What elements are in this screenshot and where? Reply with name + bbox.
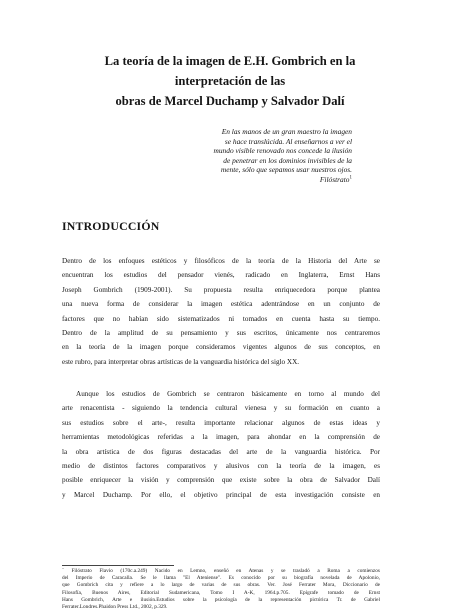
footnote-line: que Gombrich cita y refiere a lo largo de varias de sus obras. Ver. José Ferrater Mora, Diccionario de bbox=[62, 582, 380, 589]
text-line: Dentro de la amplitud de su pensamiento y sus escritos, únicamente nos centraremos bbox=[62, 329, 380, 338]
text-line: en la teoría de la imagen porque consideramos vigentes algunos de sus conceptos, en bbox=[62, 343, 380, 352]
footnote-line: del Imperio de Caracalla. Se le llama "El Ateniense". Es conocido por su biografía novelada de Apolonio, bbox=[62, 575, 380, 582]
text-line: encuentran los estudios del pensador vienés, radicado en Inglaterra, Ernst Hans bbox=[62, 271, 380, 280]
epigraph-line: mente, sólo que sepamos usar nuestros ojos. bbox=[220, 165, 352, 175]
text-line: la obra artística de dos figuras destacadas del arte de la vanguardia histórica. Por bbox=[62, 447, 380, 456]
footnote-line: Hans Gombrich, Arte e ilusión.Estudios sobre la psicología de la representación pictórica Tr. de Gabriel bbox=[62, 596, 380, 603]
text-line: sus estudios sobre el arte-, resulta importante relacionar algunos de estas ideas y bbox=[62, 418, 380, 427]
epigraph-line: mundo visible renovado nos concede la ilusión bbox=[213, 146, 352, 156]
epigraph-author bbox=[192, 175, 352, 185]
footnote-divider bbox=[62, 565, 174, 566]
paper-title bbox=[60, 51, 400, 111]
title-line: interpretación de las bbox=[174, 74, 286, 88]
footnote-line: Filosofía, Buenos Aires, Editorial Sudamericana, Tomo I A-K, 1964.p.705. Epígrafe tomado de Ernst bbox=[62, 589, 380, 596]
text-line: este rubro, para interpretar obras artísticas de la vanguardia histórica del siglo XX. bbox=[62, 357, 300, 366]
section-heading: INTRODUCCIÓN bbox=[62, 219, 160, 233]
body-paragraph-2 bbox=[62, 387, 380, 502]
epigraph-line: se hace translúcida. Al enseñarnos a ver el bbox=[224, 136, 352, 146]
text-line: y Marcel Duchamp. Por ello, el objetivo principal de esta investigación consiste en bbox=[62, 490, 380, 499]
footnote-line: Ferrater.Londres.Phaidon Press Ltd., 2002, p.329. bbox=[62, 604, 168, 611]
text-line: arte renacentista - siguiendo la tendencia cultural vienesa y su formación en cuanto a bbox=[62, 404, 380, 413]
text-line: factores que no habían sido sistematizados ni tomados en cuenta hasta su tiempo. bbox=[62, 314, 380, 323]
text-line: Aunque los estudios de Gombrich se centraron básicamente en torno al mundo del bbox=[76, 390, 380, 398]
title-line: obras de Marcel Duchamp y Salvador Dalí bbox=[115, 94, 345, 108]
epigraph-author-name: Filóstrato bbox=[319, 174, 350, 184]
epigraph-line: En las manos de un gran maestro la imagen bbox=[221, 127, 352, 136]
footnote-reference[interactable]: 1 bbox=[349, 175, 352, 181]
text-line: Dentro de los enfoques estéticos y filosóficos de la teoría de la Historia del Arte se bbox=[62, 257, 380, 265]
footnote-text: Filóstrato Flavio (170c.a.249) Nacido en Lemno, enseñó en Atenas y se trasladó a Roma a comienzos bbox=[71, 568, 380, 574]
epigraph bbox=[192, 127, 352, 185]
title-line: La teoría de la imagen de E.H. Gombrich en la bbox=[104, 54, 356, 68]
footnote-line bbox=[62, 568, 380, 575]
text-line: posible enriquecer la visión y comprensión que existe sobre la obra de Salvador Dalí bbox=[62, 476, 380, 485]
footnote-mark: 1 bbox=[62, 568, 64, 571]
text-line: herramientas metodológicas referidas a la imagen, para ahondar en la comprensión de bbox=[62, 433, 380, 442]
body-paragraph-1 bbox=[62, 254, 380, 369]
footnote bbox=[62, 568, 380, 611]
text-line: Joseph Gombrich (1909-2001). Su propuesta resulta enriquecedora porque plantea bbox=[62, 285, 380, 294]
text-line: medio de distintos factores comparativos y alusivos con la teoría de la imagen, es bbox=[62, 462, 380, 471]
text-line: una nueva forma de considerar la imagen estética adentrándose en un conjunto de bbox=[62, 300, 380, 309]
epigraph-line: de penetrar en los dominios invisibles de la bbox=[223, 155, 352, 165]
